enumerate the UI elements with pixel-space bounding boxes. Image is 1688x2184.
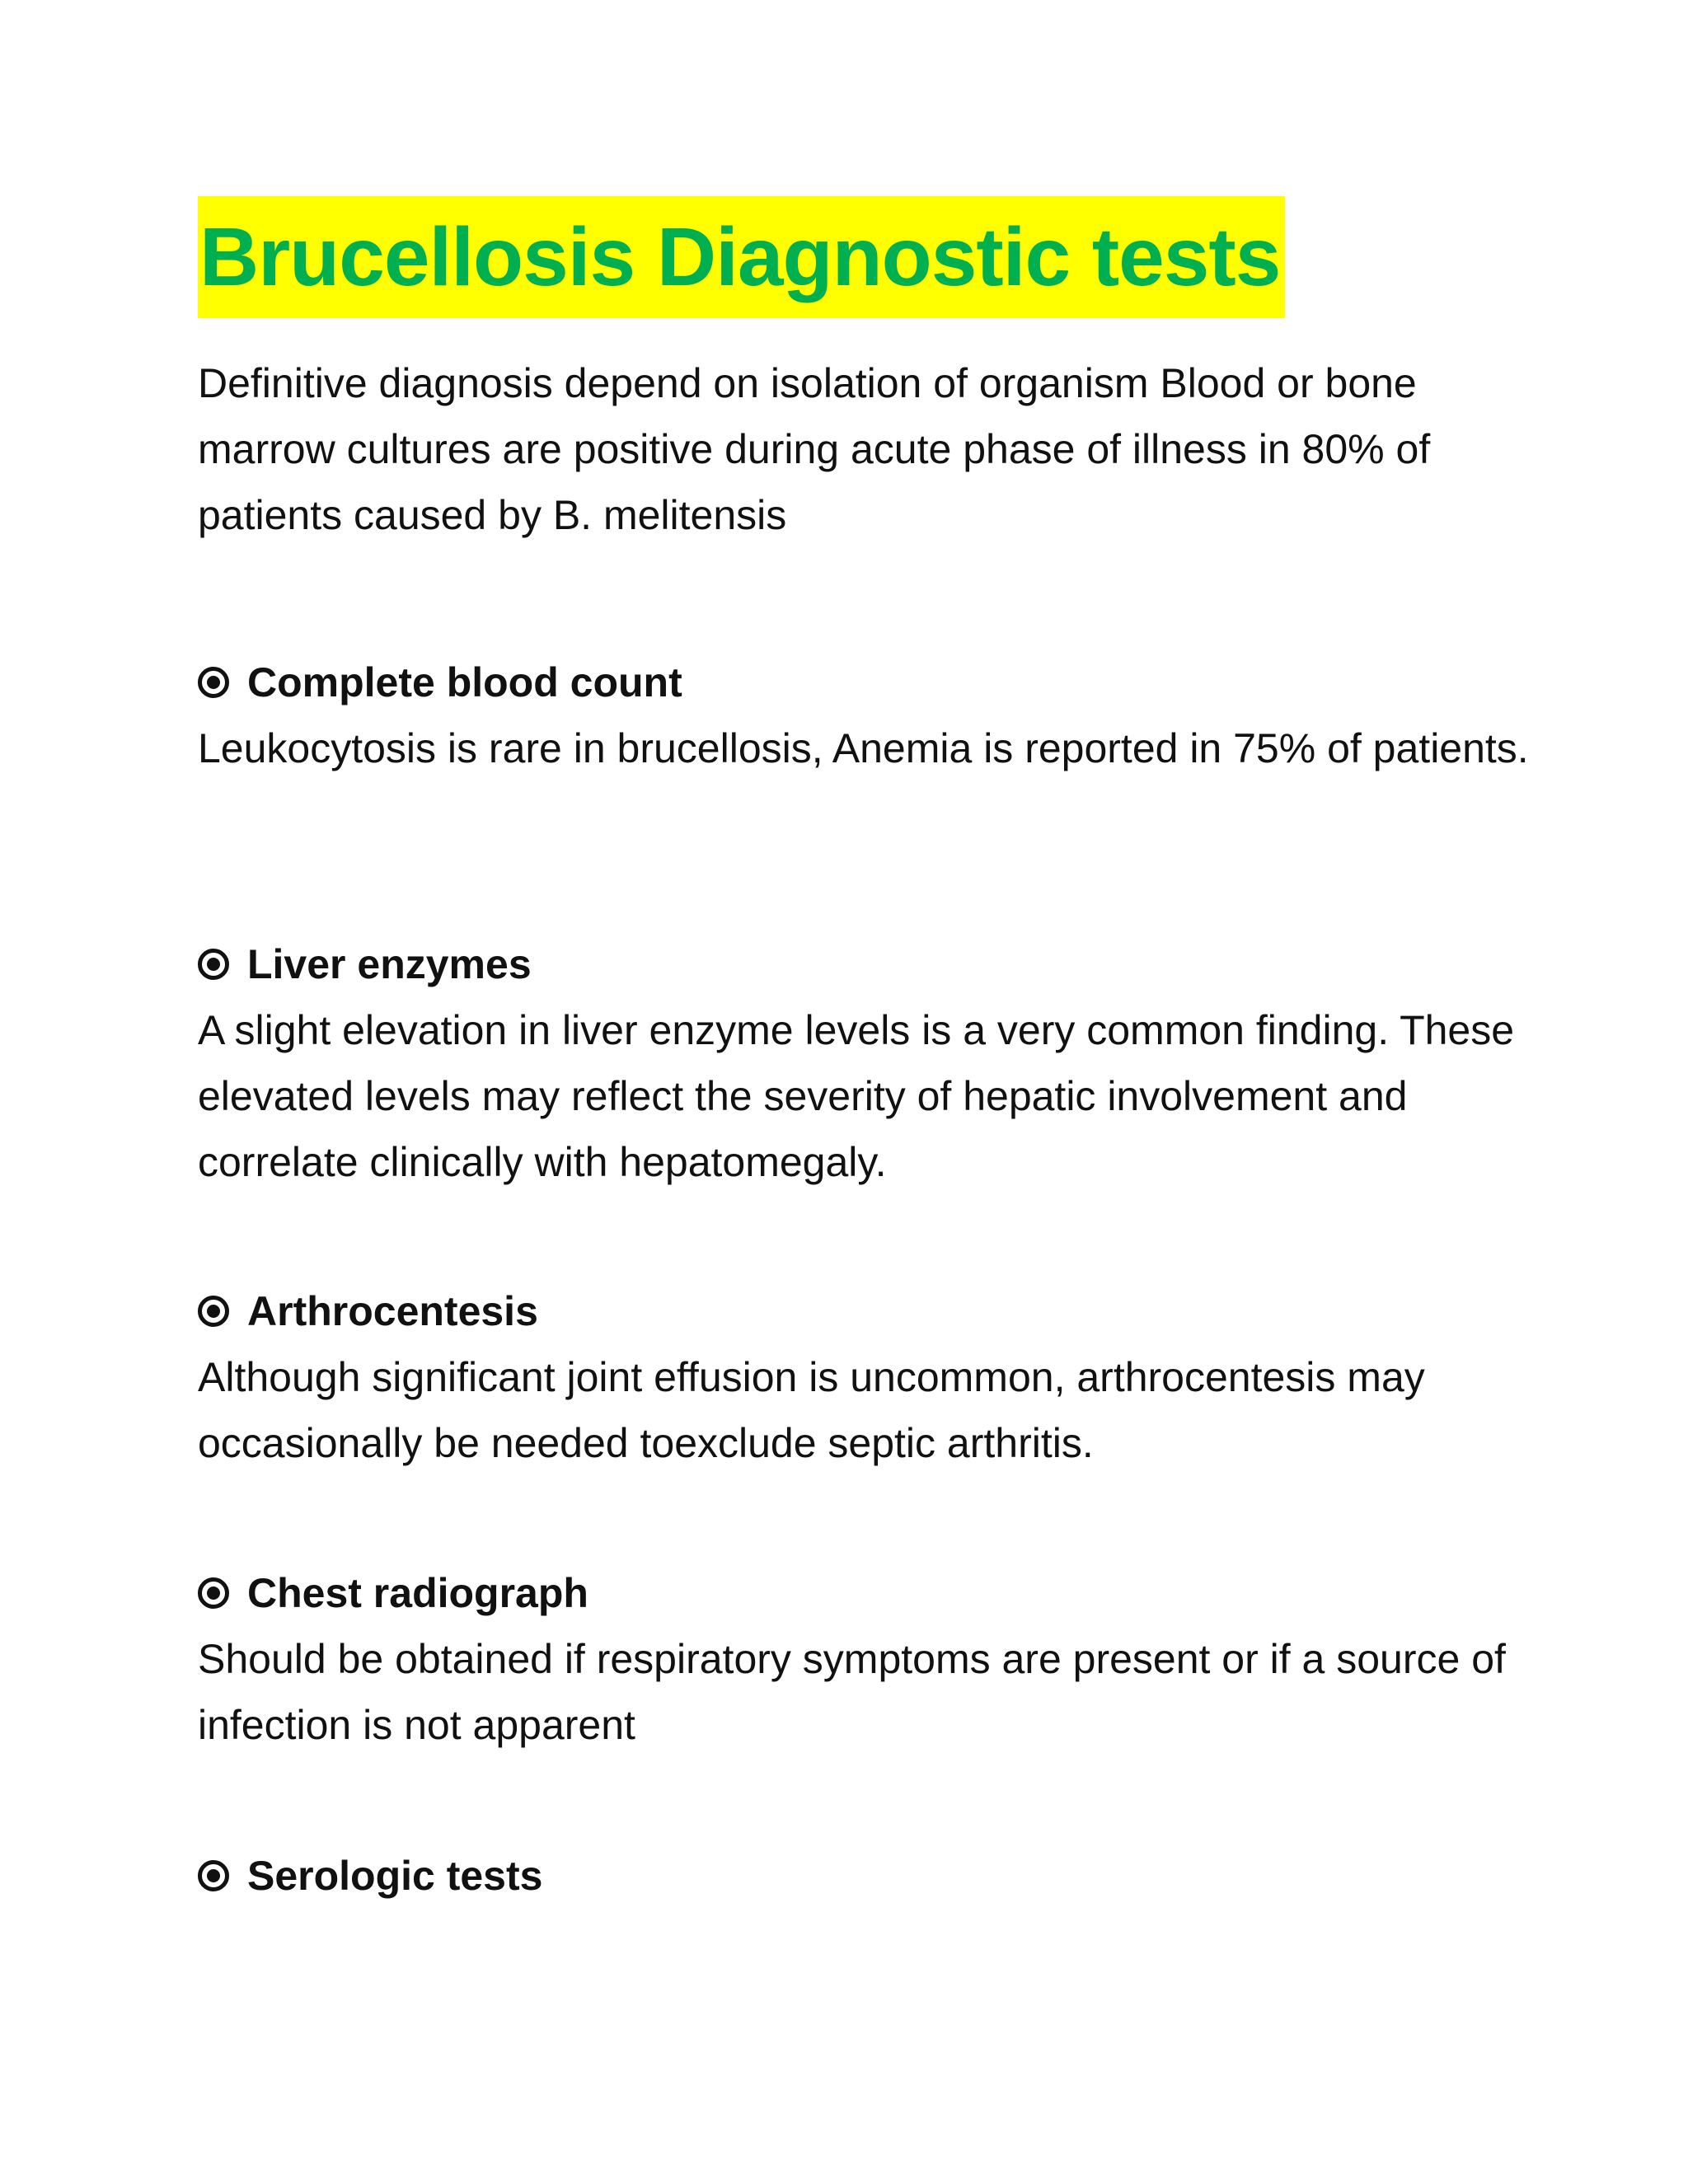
section-heading <box>198 1278 1533 1344</box>
section-heading <box>198 649 1533 715</box>
section-title: Complete blood count <box>247 659 682 705</box>
section-body: Should be obtained if respiratory symptoms are present or if a source of infection is not apparent <box>198 1636 1506 1748</box>
circled-dot-icon <box>198 949 229 980</box>
section-chest-radiograph <box>198 1560 1533 1758</box>
section-title: Serologic tests <box>247 1853 543 1899</box>
circled-dot-icon <box>198 1860 229 1891</box>
section-serologic-tests <box>198 1843 1533 1909</box>
section-heading <box>198 1843 1533 1909</box>
intro-paragraph: Definitive diagnosis depend on isolation of organism Blood or bone marrow cultures are positive during acute phase of illness in 80% of patients caused by B. melitensis <box>198 360 1431 538</box>
title-highlight <box>198 196 1285 318</box>
section-body: A slight elevation in liver enzyme levels is a very common finding. These elevated levels may reflect the severity of hepatic involvement and correlate clinically with hepatomegaly. <box>198 1007 1515 1185</box>
section-title: Chest radiograph <box>247 1570 588 1616</box>
section-arthrocentesis <box>198 1278 1533 1476</box>
page-title: Brucellosis Diagnostic tests <box>199 211 1281 303</box>
circled-dot-icon <box>198 667 229 698</box>
section-heading <box>198 1560 1533 1626</box>
section-title: Arthrocentesis <box>247 1288 538 1334</box>
section-liver-enzymes <box>198 931 1533 1195</box>
section-complete-blood-count <box>198 649 1533 781</box>
circled-dot-icon <box>198 1577 229 1609</box>
section-body: Leukocytosis is rare in brucellosis, Anemia is reported in 75% of patients. <box>198 725 1529 771</box>
section-title: Liver enzymes <box>247 941 532 987</box>
section-body: Although significant joint effusion is uncommon, arthrocentesis may occasionally be needed toexclude septic arthritis. <box>198 1354 1425 1466</box>
section-heading <box>198 931 1533 997</box>
circled-dot-icon <box>198 1296 229 1327</box>
